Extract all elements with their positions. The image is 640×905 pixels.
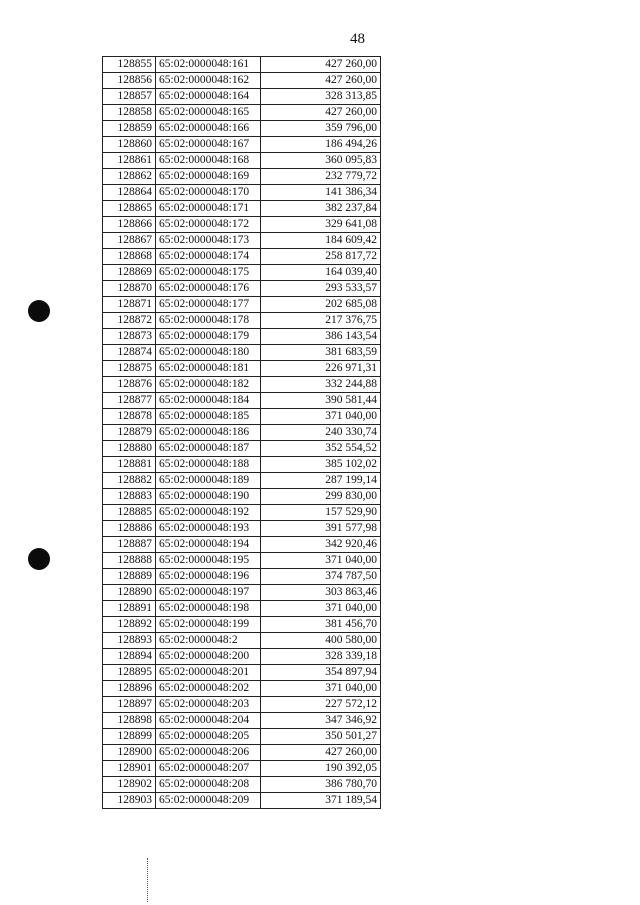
row-id-cell: 128886 [103,521,156,537]
row-id-cell: 128889 [103,569,156,585]
cadastral-number-cell: 65:02:0000048:180 [156,345,261,361]
value-cell: 374 787,50 [261,569,381,585]
table-row [103,729,381,745]
table-row [103,89,381,105]
table-row [103,393,381,409]
row-id-cell: 128862 [103,169,156,185]
cadastral-number-cell: 65:02:0000048:189 [156,473,261,489]
value-cell: 371 040,00 [261,601,381,617]
table-row [103,441,381,457]
cadastral-number-cell: 65:02:0000048:193 [156,521,261,537]
cadastral-number-cell: 65:02:0000048:162 [156,73,261,89]
value-cell: 328 339,18 [261,649,381,665]
table-row [103,521,381,537]
cadastral-number-cell: 65:02:0000048:199 [156,617,261,633]
cadastral-number-cell: 65:02:0000048:186 [156,425,261,441]
row-id-cell: 128896 [103,681,156,697]
cadastral-number-cell: 65:02:0000048:201 [156,665,261,681]
page-number: 48 [350,31,365,47]
table-row [103,793,381,809]
row-id-cell: 128858 [103,105,156,121]
table-row [103,473,381,489]
cadastral-number-cell: 65:02:0000048:197 [156,585,261,601]
value-cell: 303 863,46 [261,585,381,601]
value-cell: 232 779,72 [261,169,381,185]
table-row [103,761,381,777]
value-cell: 329 641,08 [261,217,381,233]
value-cell: 386 780,70 [261,777,381,793]
cadastral-number-cell: 65:02:0000048:188 [156,457,261,473]
value-cell: 141 386,34 [261,185,381,201]
table-row [103,361,381,377]
value-cell: 226 971,31 [261,361,381,377]
row-id-cell: 128891 [103,601,156,617]
table-row [103,489,381,505]
value-cell: 240 330,74 [261,425,381,441]
cadastral-number-cell: 65:02:0000048:205 [156,729,261,745]
table-row [103,681,381,697]
table-row [103,121,381,137]
value-cell: 371 189,54 [261,793,381,809]
table-row [103,201,381,217]
table-row [103,777,381,793]
row-id-cell: 128860 [103,137,156,153]
cadastral-number-cell: 65:02:0000048:181 [156,361,261,377]
value-cell: 186 494,26 [261,137,381,153]
row-id-cell: 128879 [103,425,156,441]
row-id-cell: 128895 [103,665,156,681]
row-id-cell: 128859 [103,121,156,137]
cadastral-number-cell: 65:02:0000048:185 [156,409,261,425]
table-row [103,617,381,633]
cadastral-number-cell: 65:02:0000048:173 [156,233,261,249]
cadastral-number-cell: 65:02:0000048:196 [156,569,261,585]
value-cell: 371 040,00 [261,553,381,569]
table-row [103,377,381,393]
cadastral-number-cell: 65:02:0000048:177 [156,297,261,313]
table-row [103,217,381,233]
cadastral-number-cell: 65:02:0000048:200 [156,649,261,665]
cadastral-number-cell: 65:02:0000048:167 [156,137,261,153]
table-row [103,329,381,345]
cadastral-number-cell: 65:02:0000048:207 [156,761,261,777]
table-row [103,553,381,569]
value-cell: 385 102,02 [261,457,381,473]
table-row [103,409,381,425]
value-cell: 157 529,90 [261,505,381,521]
row-id-cell: 128902 [103,777,156,793]
row-id-cell: 128871 [103,297,156,313]
cadastral-number-cell: 65:02:0000048:165 [156,105,261,121]
value-cell: 427 260,00 [261,57,381,73]
value-cell: 332 244,88 [261,377,381,393]
cadastral-number-cell: 65:02:0000048:169 [156,169,261,185]
value-cell: 328 313,85 [261,89,381,105]
value-cell: 381 456,70 [261,617,381,633]
value-cell: 293 533,57 [261,281,381,297]
row-id-cell: 128892 [103,617,156,633]
table-row [103,233,381,249]
cadastral-number-cell: 65:02:0000048:208 [156,777,261,793]
cadastral-number-cell: 65:02:0000048:209 [156,793,261,809]
row-id-cell: 128898 [103,713,156,729]
table-row [103,649,381,665]
cadastral-number-cell: 65:02:0000048:174 [156,249,261,265]
table-row [103,281,381,297]
row-id-cell: 128865 [103,201,156,217]
value-cell: 354 897,94 [261,665,381,681]
value-cell: 400 580,00 [261,633,381,649]
table-row [103,633,381,649]
cadastral-number-cell: 65:02:0000048:178 [156,313,261,329]
value-cell: 217 376,75 [261,313,381,329]
row-id-cell: 128883 [103,489,156,505]
cadastral-number-cell: 65:02:0000048:175 [156,265,261,281]
table-row [103,73,381,89]
table-row [103,665,381,681]
table-row [103,265,381,281]
row-id-cell: 128894 [103,649,156,665]
value-cell: 227 572,12 [261,697,381,713]
value-cell: 390 581,44 [261,393,381,409]
table-row [103,569,381,585]
row-id-cell: 128857 [103,89,156,105]
row-id-cell: 128887 [103,537,156,553]
cadastral-number-cell: 65:02:0000048:168 [156,153,261,169]
cadastral-number-cell: 65:02:0000048:179 [156,329,261,345]
table-row [103,57,381,73]
row-id-cell: 128870 [103,281,156,297]
cadastral-value-table [102,56,381,809]
value-cell: 371 040,00 [261,409,381,425]
scan-artifact-line [147,858,149,902]
cadastral-number-cell: 65:02:0000048:187 [156,441,261,457]
table-row [103,713,381,729]
row-id-cell: 128875 [103,361,156,377]
row-id-cell: 128861 [103,153,156,169]
table-row [103,169,381,185]
cadastral-number-cell: 65:02:0000048:190 [156,489,261,505]
value-cell: 287 199,14 [261,473,381,489]
table-row [103,601,381,617]
row-id-cell: 128869 [103,265,156,281]
cadastral-number-cell: 65:02:0000048:164 [156,89,261,105]
value-cell: 190 392,05 [261,761,381,777]
table-row [103,345,381,361]
cadastral-number-cell: 65:02:0000048:2 [156,633,261,649]
table-row [103,697,381,713]
cadastral-number-cell: 65:02:0000048:204 [156,713,261,729]
value-cell: 391 577,98 [261,521,381,537]
table-row [103,537,381,553]
row-id-cell: 128893 [103,633,156,649]
row-id-cell: 128903 [103,793,156,809]
value-cell: 427 260,00 [261,105,381,121]
cadastral-number-cell: 65:02:0000048:176 [156,281,261,297]
value-cell: 359 796,00 [261,121,381,137]
row-id-cell: 128881 [103,457,156,473]
row-id-cell: 128868 [103,249,156,265]
row-id-cell: 128876 [103,377,156,393]
punch-hole-mark [28,300,50,322]
table-row [103,457,381,473]
row-id-cell: 128885 [103,505,156,521]
table-row [103,745,381,761]
cadastral-number-cell: 65:02:0000048:184 [156,393,261,409]
cadastral-number-cell: 65:02:0000048:203 [156,697,261,713]
table-row [103,297,381,313]
cadastral-number-cell: 65:02:0000048:202 [156,681,261,697]
row-id-cell: 128867 [103,233,156,249]
row-id-cell: 128864 [103,185,156,201]
row-id-cell: 128856 [103,73,156,89]
cadastral-number-cell: 65:02:0000048:192 [156,505,261,521]
row-id-cell: 128880 [103,441,156,457]
value-cell: 427 260,00 [261,745,381,761]
table-row [103,585,381,601]
cadastral-number-cell: 65:02:0000048:206 [156,745,261,761]
value-cell: 342 920,46 [261,537,381,553]
punch-hole-mark [28,548,50,570]
cadastral-number-cell: 65:02:0000048:198 [156,601,261,617]
cadastral-number-cell: 65:02:0000048:182 [156,377,261,393]
row-id-cell: 128899 [103,729,156,745]
row-id-cell: 128900 [103,745,156,761]
table-row [103,249,381,265]
value-cell: 381 683,59 [261,345,381,361]
row-id-cell: 128888 [103,553,156,569]
value-cell: 427 260,00 [261,73,381,89]
row-id-cell: 128901 [103,761,156,777]
table-row [103,505,381,521]
value-cell: 350 501,27 [261,729,381,745]
table-row [103,105,381,121]
cadastral-number-cell: 65:02:0000048:161 [156,57,261,73]
value-cell: 386 143,54 [261,329,381,345]
row-id-cell: 128897 [103,697,156,713]
table-row [103,425,381,441]
value-cell: 352 554,52 [261,441,381,457]
cadastral-number-cell: 65:02:0000048:172 [156,217,261,233]
cadastral-number-cell: 65:02:0000048:171 [156,201,261,217]
value-cell: 360 095,83 [261,153,381,169]
cadastral-number-cell: 65:02:0000048:194 [156,537,261,553]
cadastral-number-cell: 65:02:0000048:166 [156,121,261,137]
cadastral-number-cell: 65:02:0000048:195 [156,553,261,569]
value-cell: 382 237,84 [261,201,381,217]
row-id-cell: 128878 [103,409,156,425]
table-row [103,137,381,153]
table-row [103,313,381,329]
value-cell: 371 040,00 [261,681,381,697]
row-id-cell: 128872 [103,313,156,329]
value-cell: 347 346,92 [261,713,381,729]
row-id-cell: 128890 [103,585,156,601]
value-cell: 184 609,42 [261,233,381,249]
table-row [103,153,381,169]
row-id-cell: 128877 [103,393,156,409]
row-id-cell: 128874 [103,345,156,361]
row-id-cell: 128873 [103,329,156,345]
table-body [103,57,381,809]
row-id-cell: 128882 [103,473,156,489]
cadastral-number-cell: 65:02:0000048:170 [156,185,261,201]
row-id-cell: 128866 [103,217,156,233]
table-row [103,185,381,201]
value-cell: 258 817,72 [261,249,381,265]
value-cell: 202 685,08 [261,297,381,313]
value-cell: 299 830,00 [261,489,381,505]
row-id-cell: 128855 [103,57,156,73]
value-cell: 164 039,40 [261,265,381,281]
